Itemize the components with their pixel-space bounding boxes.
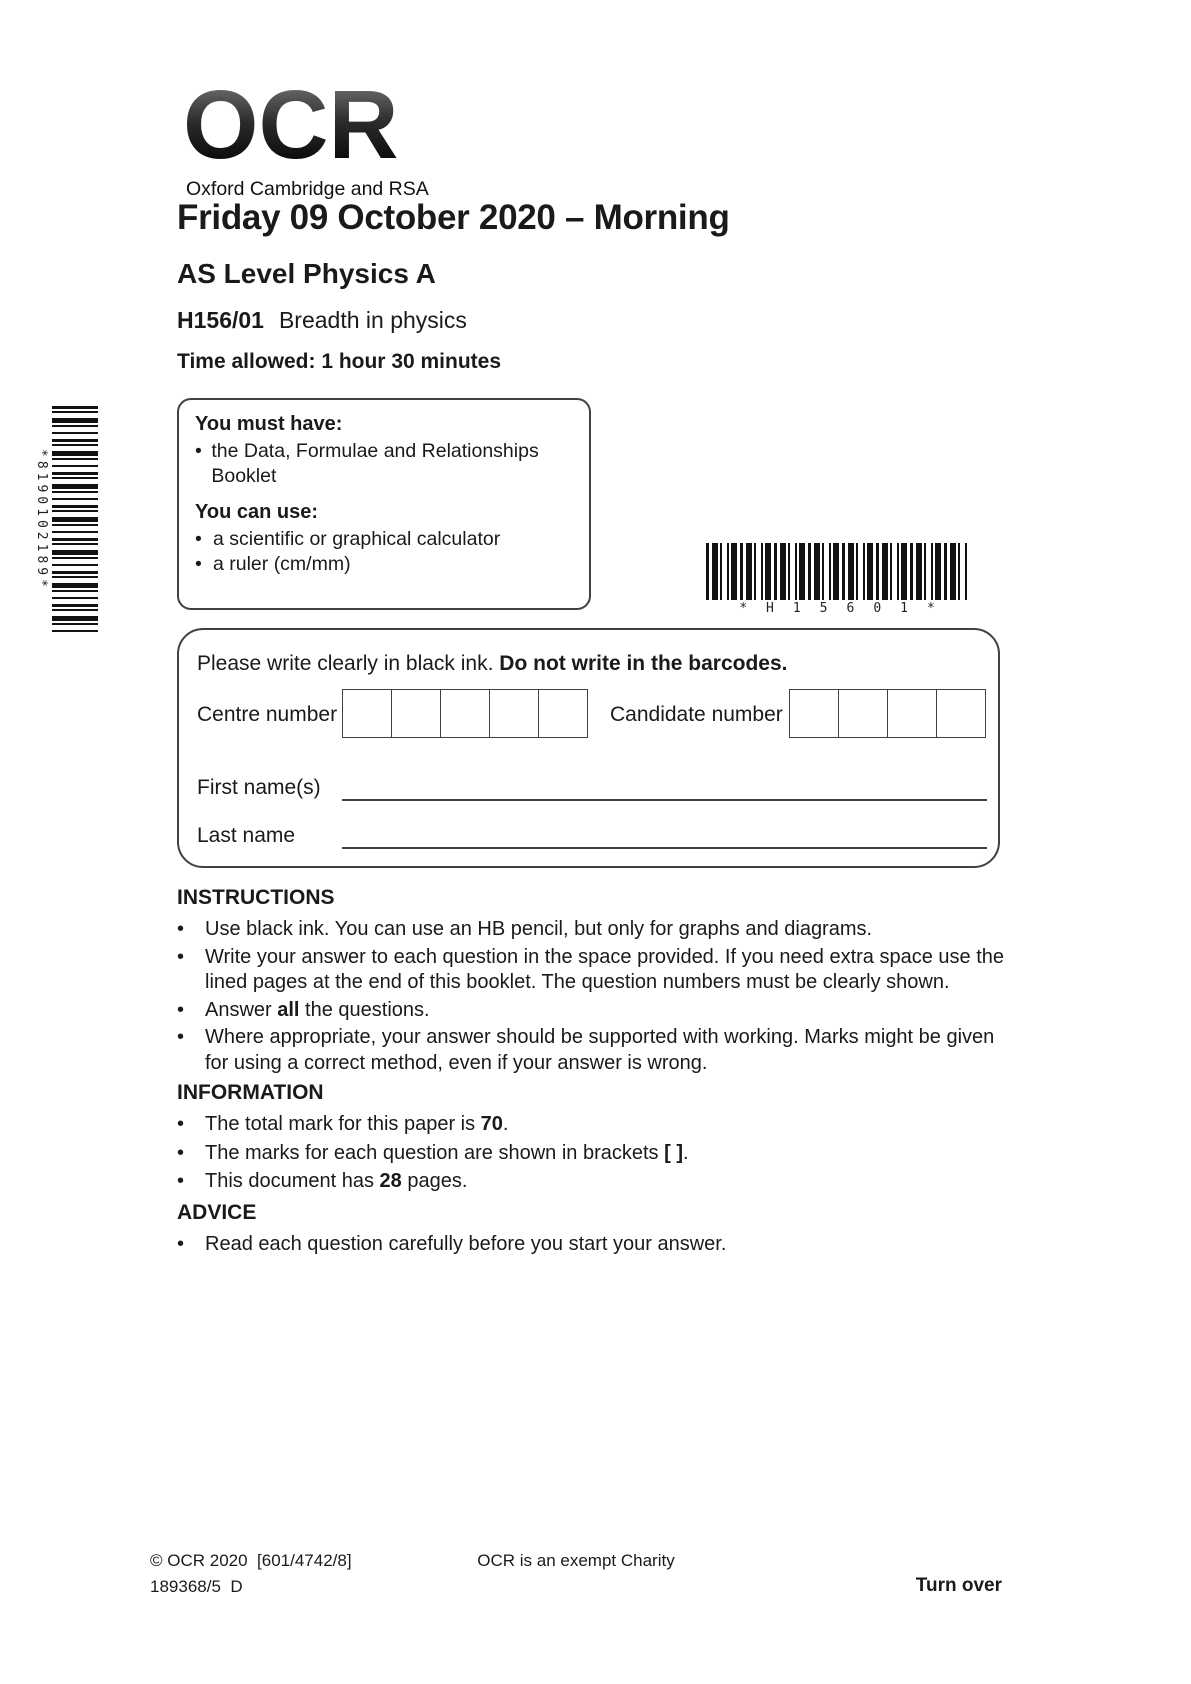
candidate-details-box (177, 628, 1000, 868)
advice-text: Read each question carefully before you start your answer. (205, 1233, 727, 1255)
can-use-label: You can use: (195, 501, 318, 523)
information-heading: INFORMATION (177, 1081, 324, 1104)
bullet-icon: • (177, 1141, 185, 1164)
exam-date-title: Friday 09 October 2020 – Morning (177, 198, 730, 237)
candidate-number-cell[interactable] (789, 689, 839, 738)
advice-heading: ADVICE (177, 1201, 257, 1224)
write-clearly-notice (197, 652, 788, 676)
information-text: The total mark for this paper is 70. (205, 1113, 509, 1135)
bullet-icon: • (177, 998, 185, 1021)
time-allowed: Time allowed: 1 hour 30 minutes (177, 350, 502, 373)
paper-code: H156/01 (177, 307, 264, 333)
list-item (177, 1025, 1010, 1076)
paper-name: Breadth in physics (278, 307, 467, 333)
must-have-label: You must have: (195, 413, 343, 435)
candidate-number-cell[interactable] (838, 689, 888, 738)
list-item (195, 439, 573, 489)
right-barcode-number: *H15601* (739, 601, 954, 616)
charity-text: OCR is an exempt Charity (477, 1551, 675, 1570)
can-use-item: a ruler (cm/mm) (213, 553, 351, 575)
left-barcode-number: *8190102189* (34, 449, 49, 591)
candidate-number-label: Candidate number (610, 703, 783, 726)
notice-bold-text: Do not write in the barcodes. (499, 652, 788, 675)
list-item (177, 1169, 1010, 1195)
copyright-text: © OCR 2020 [601/4742/8] (150, 1551, 352, 1570)
centre-number-cell[interactable] (391, 689, 441, 738)
advice-section (177, 1201, 1010, 1260)
barcode-bars-icon (706, 543, 968, 600)
list-item (177, 998, 1010, 1024)
candidate-number-cell[interactable] (936, 689, 986, 738)
candidate-number-field[interactable] (789, 689, 986, 738)
instruction-text: Write your answer to each question in the space provided. If you need extra space use the lined pages at the end of this booklet. The question numbers must be clearly shown. (205, 945, 1004, 993)
notice-text: Please write clearly in black ink. (197, 652, 500, 675)
instructions-heading: INSTRUCTIONS (177, 886, 335, 909)
centre-number-cell[interactable] (342, 689, 392, 738)
centre-number-label: Centre number (197, 703, 338, 726)
instruction-text: Answer all the questions. (205, 998, 430, 1021)
instruction-text: Where appropriate, your answer should be supported with working. Marks might be given for using a correct method, even if your answer is wrong. (205, 1026, 995, 1074)
barcode-bars-icon (52, 406, 98, 634)
first-name-label: First name(s) (197, 776, 321, 799)
centre-number-cell[interactable] (489, 689, 539, 738)
instruction-text: Use black ink. You can use an HB pencil, but only for graphs and diagrams. (205, 918, 873, 940)
instructions-section (177, 886, 1010, 1078)
left-barcode (34, 406, 98, 634)
can-use-item: a scientific or graphical calculator (213, 528, 501, 550)
list-item (177, 1232, 1010, 1258)
bullet-icon: • (195, 440, 202, 462)
information-section (177, 1081, 1010, 1198)
turn-over-label: Turn over (915, 1575, 1002, 1596)
document-reference: 189368/5 D (150, 1577, 243, 1596)
bullet-icon: • (177, 918, 185, 940)
exam-subject: AS Level Physics A (177, 258, 436, 289)
page-footer (150, 1551, 1002, 1601)
bullet-icon: • (177, 1170, 185, 1192)
list-item (177, 1141, 1010, 1167)
candidate-number-cell[interactable] (887, 689, 937, 738)
last-name-field[interactable] (342, 847, 987, 849)
last-name-label: Last name (197, 824, 296, 847)
ocr-logo-text: OCR (183, 76, 429, 173)
paper-line (177, 307, 467, 334)
bullet-icon: • (195, 553, 202, 575)
list-item (177, 945, 1010, 996)
list-item (177, 917, 1010, 943)
requirements-box (177, 398, 591, 610)
centre-number-field[interactable] (342, 689, 588, 738)
information-text: This document has 28 pages. (205, 1170, 468, 1192)
bullet-icon: • (177, 945, 185, 968)
first-name-field[interactable] (342, 799, 987, 801)
bullet-icon: • (195, 528, 202, 550)
ocr-logo-subtitle: Oxford Cambridge and RSA (186, 178, 429, 200)
list-item (195, 552, 573, 577)
list-item (195, 527, 573, 552)
centre-number-cell[interactable] (538, 689, 588, 738)
ocr-logo (183, 70, 429, 201)
information-text: The marks for each question are shown in brackets [ ]. (205, 1141, 689, 1164)
bullet-icon: • (177, 1026, 185, 1048)
bullet-icon: • (177, 1113, 185, 1135)
bullet-icon: • (177, 1233, 185, 1255)
must-have-item: the Data, Formulae and Relationships Booklet (211, 440, 539, 487)
centre-number-cell[interactable] (440, 689, 490, 738)
right-barcode (706, 543, 968, 616)
list-item (177, 1112, 1010, 1138)
